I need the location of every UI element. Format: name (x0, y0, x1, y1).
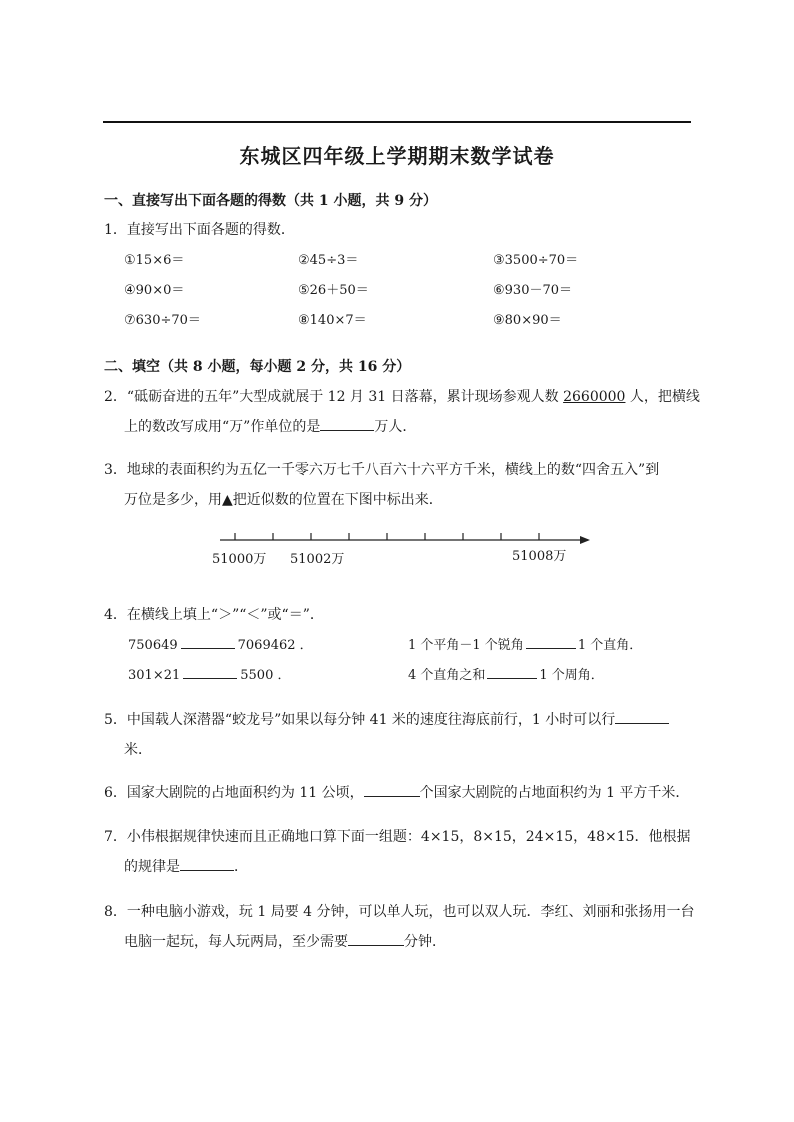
calc-item: ③3500÷70＝ (493, 253, 579, 268)
answer-blank[interactable] (348, 932, 404, 946)
tick-label: 51000万 (212, 552, 267, 567)
calc-item: ⑥930－70＝ (493, 283, 573, 298)
answer-blank[interactable] (183, 665, 237, 679)
q4-value: 750649 (128, 638, 178, 653)
q4-row1-left (128, 634, 313, 653)
arrow-head-icon (580, 536, 590, 544)
q8-line1: 8．一种电脑小游戏，玩 1 局要 4 分钟，可以单人玩，也可以双人玩．李红、刘丽和张扬用一台 (104, 904, 695, 920)
q5-line2: 米． (124, 742, 152, 758)
q4-row2-left (128, 664, 290, 683)
q7-text: ． (234, 859, 248, 875)
q7-line1: 7．小伟根据规律快速而且正确地口算下面一组题：4×15，8×15，24×15，48×15．他根据 (104, 829, 691, 845)
section1-heading: 一、直接写出下面各题的得数（共 1 小题，共 9 分） (104, 193, 437, 209)
q4-value: 301×21 (128, 668, 181, 683)
q5-text: 5．中国载人深潜器“蛟龙号”如果以每分钟 41 米的速度往海底前行，1 小时可以行 (104, 712, 616, 728)
q4-value: 4 个直角之和 (408, 668, 486, 683)
calc-item: ⑤26＋50＝ (298, 283, 369, 298)
q4-value: 1 个直角． (577, 638, 643, 653)
q6-text: 6．国家大剧院的占地面积约为 11 公顷， (104, 785, 364, 801)
tick-label: 51008万 (512, 549, 567, 564)
calc-item: ①15×6＝ (124, 253, 185, 268)
q2-text-a: 2．“砥砺奋进的五年”大型成就展于 12 月 31 日落幕，累计现场参观人数 (104, 389, 564, 405)
q8-text: 分钟． (404, 934, 446, 950)
calc-item: ②45÷3＝ (298, 253, 359, 268)
q7-line2 (124, 856, 248, 876)
q4-value: 1 个平角－1 个锐角 (408, 638, 524, 653)
tick-label: 51002万 (290, 552, 345, 567)
q8-line2 (124, 931, 446, 951)
answer-blank[interactable] (364, 783, 420, 797)
q1-stem: 1．直接写出下面各题的得数． (104, 222, 295, 238)
q2-underlined-number: 2660000 (563, 389, 626, 405)
page-title: 东城区四年级上学期期末数学试卷 (239, 144, 555, 168)
q6-text: 个国家大剧院的占地面积约为 1 平方千米． (419, 785, 690, 801)
q6-line (104, 782, 689, 802)
answer-blank[interactable] (180, 857, 234, 871)
q7-text: 的规律是 (124, 859, 180, 875)
calc-item: ⑦630÷70＝ (124, 313, 201, 328)
q2-text-d: 万人． (374, 419, 417, 435)
calc-item: ⑧140×7＝ (298, 313, 367, 328)
q4-row1-right (408, 634, 642, 653)
q4-value: 5500 ． (240, 668, 291, 683)
q4-value: 1 个周角． (539, 668, 604, 683)
q8-text: 电脑一起玩，每人玩两局，至少需要 (124, 934, 348, 950)
calc-item: ④90×0＝ (124, 283, 185, 298)
calc-item: ⑨80×90＝ (493, 313, 562, 328)
q3-line1: 3．地球的表面积约为五亿一千零六万七千八百六十六平方千米，横线上的数“四舍五入”到 (104, 462, 660, 478)
answer-blank[interactable] (487, 665, 537, 679)
q4-stem: 4．在横线上填上“＞”“＜”或“＝”． (104, 607, 324, 623)
answer-blank[interactable] (526, 635, 576, 649)
q2-text-c: 上的数改写成用“万”作单位的是 (124, 419, 321, 435)
q5-line1 (104, 709, 669, 729)
q2-text-b: 人，把横线 (625, 389, 700, 405)
section2-heading: 二、填空（共 8 小题，每小题 2 分，共 16 分） (104, 359, 411, 375)
answer-blank[interactable] (615, 710, 669, 724)
q4-row2-right (408, 664, 604, 683)
q3-line2: 万位是多少，用▲把近似数的位置在下图中标出来． (124, 492, 443, 508)
q4-value: 7069462 ． (237, 638, 313, 653)
answer-blank[interactable] (181, 635, 235, 649)
